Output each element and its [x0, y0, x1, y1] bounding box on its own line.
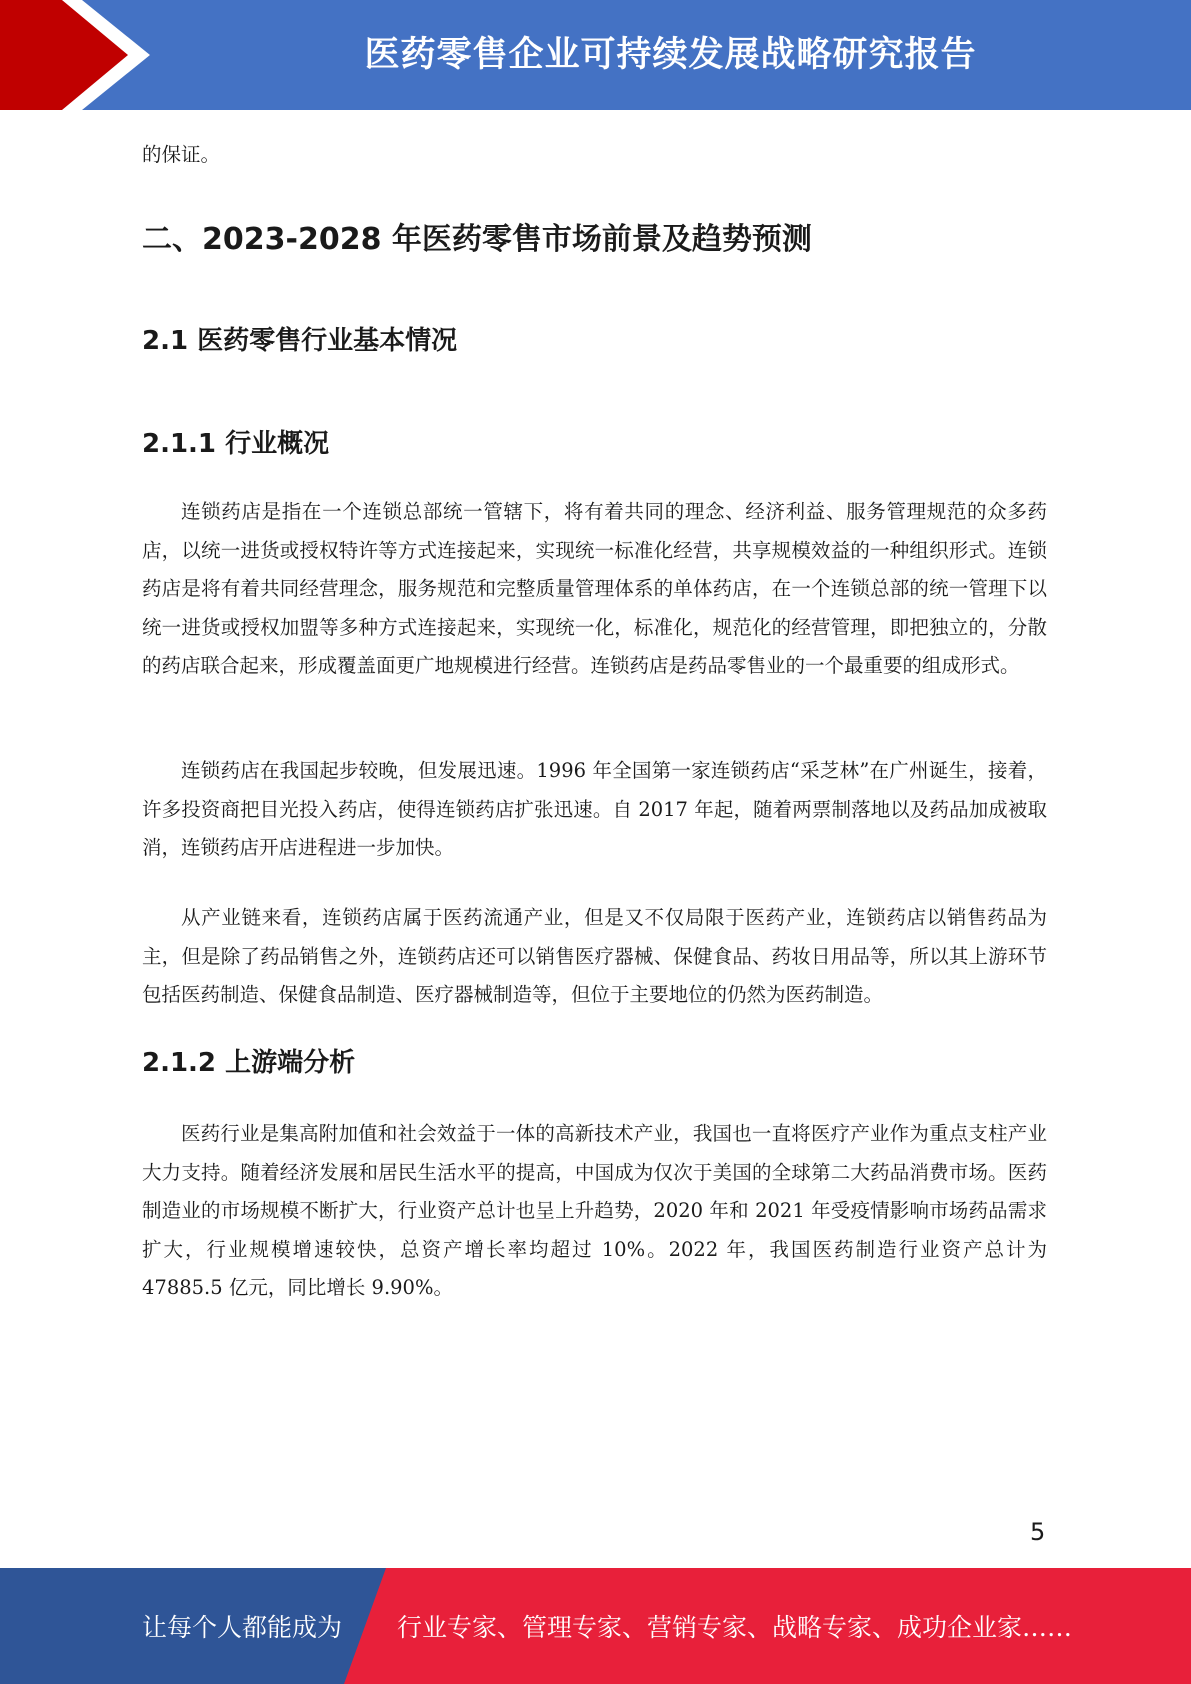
heading-2-1-1: 2.1.1 行业概况: [142, 429, 330, 459]
paragraph: 连锁药店是指在一个连锁总部统一管辖下，将有着共同的理念、经济利益、服务管理规范的众多药店，以统一进货或授权特许等方式连接起来，实现统一标准化经营，共享规模效益的一种组织形式。连锁药店是将有着共同经营理念，服务规范和完整质量管理体系的单体药店，在一个连锁总部的统一管理下以统一进货或授权加盟等多种方式连接起来，实现统一化，标准化，规范化的经营管理，即把独立的，分散的药店联合起来，形成覆盖面更广地规模进行经营。连锁药店是药品零售业的一个最重要的组成形式。: [142, 500, 1047, 677]
subsection-title: 2.1 医药零售行业基本情况: [142, 326, 458, 356]
paragraph: 从产业链来看，连锁药店属于医药流通产业，但是又不仅局限于医药产业，连锁药店以销售药品为主，但是除了药品销售之外，连锁药店还可以销售医疗器械、保健食品、药妆日用品等，所以其上游环节包括医药制造、保健食品制造、医疗器械制造等，但位于主要地位的仍然为医药制造。: [142, 906, 1047, 1006]
continuation-text: 的保证。: [142, 143, 221, 166]
paragraph: 医药行业是集高附加值和社会效益于一体的高新技术产业，我国也一直将医疗产业作为重点支柱产业大力支持。随着经济发展和居民生活水平的提高，中国成为仅次于美国的全球第二大药品消费市场。医药制造业的市场规模不断扩大，行业资产总计也呈上升趋势，2020 年和 2021 年受疫情影响市场药品需求扩大，行业规模增速较快，总资产增长率均超过 10%。2022 年，我国医药制造行业资产总计为 47885.5 亿元，同比增长 9.90%。: [142, 1122, 1047, 1299]
footer-slogan-right: 行业专家、管理专家、营销专家、战略专家、成功企业家……: [397, 1613, 1073, 1642]
section-title: 二、2023-2028 年医药零售市场前景及趋势预测: [142, 222, 812, 257]
heading-2-1-2: 2.1.2 上游端分析: [142, 1048, 356, 1078]
paragraph: 连锁药店在我国起步较晚，但发展迅速。1996 年全国第一家连锁药店“采芝林”在广州诞生，接着，许多投资商把目光投入药店，使得连锁药店扩张迅速。自 2017 年起，随着两票制落地以及药品加成被取消，连锁药店开店进程进一步加快。: [142, 759, 1047, 859]
header-banner: [0, 0, 1191, 110]
report-title: 医药零售企业可持续发展战略研究报告: [364, 35, 977, 75]
footer-banner: [0, 1568, 1191, 1684]
footer-slogan-left: 让每个人都能成为: [142, 1613, 343, 1642]
page-number: 5: [1030, 1518, 1046, 1546]
